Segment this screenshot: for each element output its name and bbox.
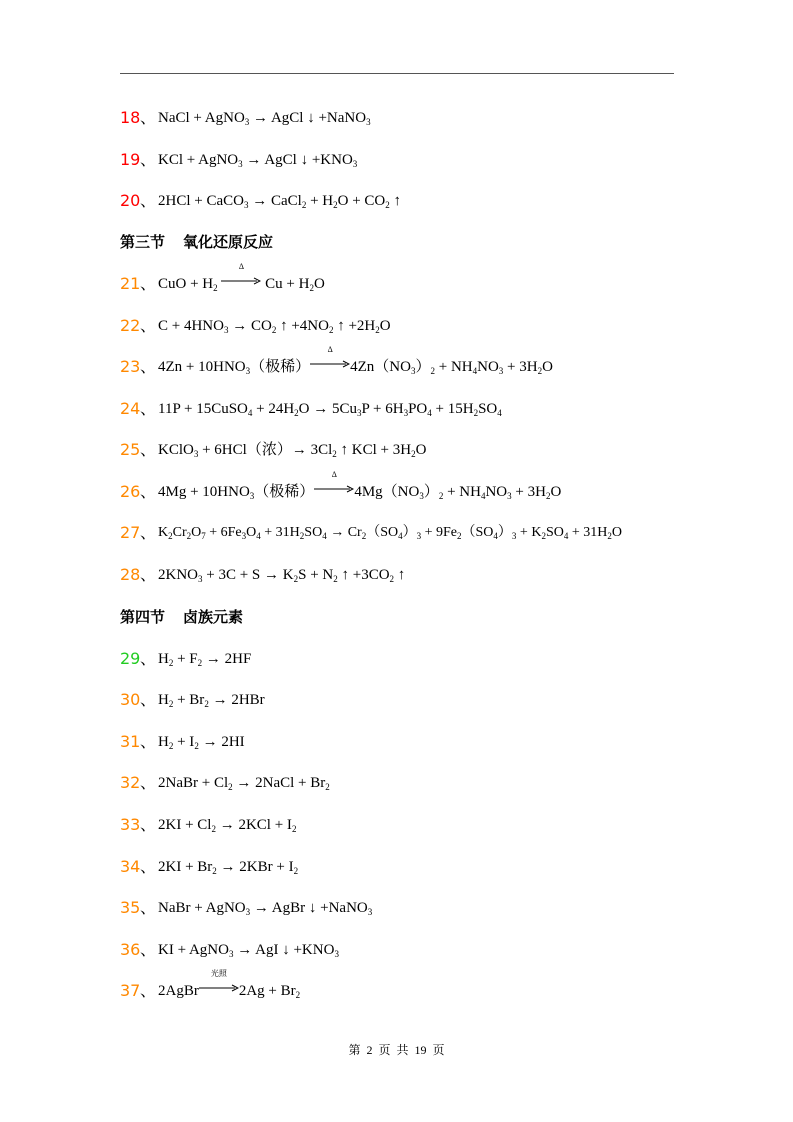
conditional-arrow xyxy=(314,470,354,496)
separator: 、 xyxy=(140,274,157,293)
separator: 、 xyxy=(140,316,157,335)
equation-text: NaBr + AgNO$_3$ → AgBr ↓ +NaNO$_3$ xyxy=(158,900,373,917)
separator: 、 xyxy=(140,399,157,418)
equation-text: CuO + $H_2$ Δ $Cu + H_2O$ xyxy=(158,262,325,293)
section-number: 第四节 xyxy=(120,608,166,626)
equation-text: $H_2 + Br_2 \to 2HBr$ xyxy=(158,692,265,709)
equation-number: 31 xyxy=(120,732,141,751)
separator: 、 xyxy=(140,565,157,584)
equation-text: $2KI + Cl_2 \to 2KCl + I_2$ xyxy=(158,817,297,834)
separator: 、 xyxy=(140,108,157,127)
equation-text: $4Mg + 10HNO_3$（极稀） Δ $4Mg(NO_3)_2 + NH_4NO_3 + 3H_2O$ xyxy=(158,470,562,501)
equation-number: 27 xyxy=(120,523,141,542)
equation-number: 36 xyxy=(120,940,141,959)
conditional-arrow xyxy=(221,262,261,288)
equation-number: 20 xyxy=(120,191,141,210)
equation-text: $2KI + Br_2 \to 2KBr + I_2$ xyxy=(158,859,299,876)
condition-label: （极稀） xyxy=(250,359,311,375)
separator: 、 xyxy=(140,773,157,792)
separator: 、 xyxy=(140,940,157,959)
separator: 、 xyxy=(140,690,157,709)
equation-number: 29 xyxy=(120,649,141,668)
equation-number: 24 xyxy=(120,399,141,418)
separator: 、 xyxy=(140,191,157,210)
equation-number: 37 xyxy=(120,981,141,1000)
equation-number: 25 xyxy=(120,440,141,459)
equation-text: KCl + AgNO$_3$ → AgCl ↓ $+KNO_3$ xyxy=(158,152,358,169)
equation-number: 28 xyxy=(120,565,141,584)
equation-text: $H_2 + F_2 \to 2HF$ xyxy=(158,651,252,668)
equation-number: 22 xyxy=(120,316,141,335)
equation-text: $4Zn + 10HNO_3$（极稀） Δ $4Zn(NO_3)_2 + NH_4NO_3 + 3H_2O$ xyxy=(158,345,553,376)
equation-number: 19 xyxy=(120,150,141,169)
separator: 、 xyxy=(140,649,157,668)
separator: 、 xyxy=(140,898,157,917)
equation-number: 18 xyxy=(120,108,141,127)
separator: 、 xyxy=(140,732,157,751)
equation-text: 2NaBr + $Cl_2$ → 2NaCl + $Br_2$ xyxy=(158,775,330,792)
condition-label: 光照 xyxy=(210,969,227,978)
equation-text: $2KNO_3 + 3C + S \to K_2S + N_2$ ↑ $+3CO_2$ ↑ xyxy=(158,567,406,584)
equation-number: 35 xyxy=(120,898,141,917)
equation-text: $K_2Cr_2O_7 + 6Fe_3O_4 + 31H_2SO_4 \to Cr_2(SO_4)_3 + 9Fe_2(SO_4)_3 + K_2SO_4 + 31H_2O$ xyxy=(158,525,622,541)
equation-text: 11P + 15CuSO$_4$ + $24H_2O \to 5Cu_3P + 6H_3PO_4 + 15H_2SO_4$ xyxy=(158,401,502,418)
condition-label: Δ xyxy=(331,470,337,479)
separator: 、 xyxy=(140,981,157,1000)
equation-number: 30 xyxy=(120,690,141,709)
equation-text: $C + 4HNO_3 \to CO_2$ ↑ $+4NO_2$ ↑ $+2H_2O$ xyxy=(158,318,391,335)
equation-number: 33 xyxy=(120,815,141,834)
separator: 、 xyxy=(140,523,157,542)
separator: 、 xyxy=(140,482,157,501)
condition-label: （浓） xyxy=(246,442,292,458)
section-number: 第三节 xyxy=(120,233,166,251)
conditional-arrow xyxy=(310,345,350,371)
equation-number: 21 xyxy=(120,274,141,293)
equation-text: $H_2 + I_2 \to 2HI$ xyxy=(158,734,245,751)
equation-number: 32 xyxy=(120,773,141,792)
separator: 、 xyxy=(140,440,157,459)
equation-text: 2AgBr 光照 $2Ag + Br_2$ xyxy=(158,969,301,1000)
page-footer: 第 2 页 共 19 页 xyxy=(348,1043,445,1057)
section-heading-4 xyxy=(120,605,243,629)
equation-number: 23 xyxy=(120,357,141,376)
section-title: 卤族元素 xyxy=(183,608,244,626)
condition-label: Δ xyxy=(327,345,333,354)
equation-text: KI + AgNO$_3$ → AgI ↓ $+KNO_3$ xyxy=(158,942,339,959)
separator: 、 xyxy=(140,857,157,876)
equation-text: KClO$_3$ + 6HCl（浓）→ $3Cl_2$ ↑ KCl + $3H_2O$ xyxy=(158,442,427,459)
equation-number: 34 xyxy=(120,857,141,876)
separator: 、 xyxy=(140,815,157,834)
equation-number: 26 xyxy=(120,482,141,501)
separator: 、 xyxy=(140,150,157,169)
section-heading-3 xyxy=(120,230,273,254)
condition-label: Δ xyxy=(238,262,244,271)
equation-text: NaCl + AgNO$_3$ → AgCl ↓ +NaNO$_3$ xyxy=(158,110,371,127)
condition-label: （极稀） xyxy=(254,484,315,500)
separator: 、 xyxy=(140,357,157,376)
header-rule xyxy=(120,73,674,74)
conditional-arrow xyxy=(199,969,239,995)
section-title: 氧化还原反应 xyxy=(183,233,274,251)
equation-text: 2HCl + CaCO$_3$ → CaCl$_2$ + $H_2O + CO_2$ ↑ xyxy=(158,193,401,210)
